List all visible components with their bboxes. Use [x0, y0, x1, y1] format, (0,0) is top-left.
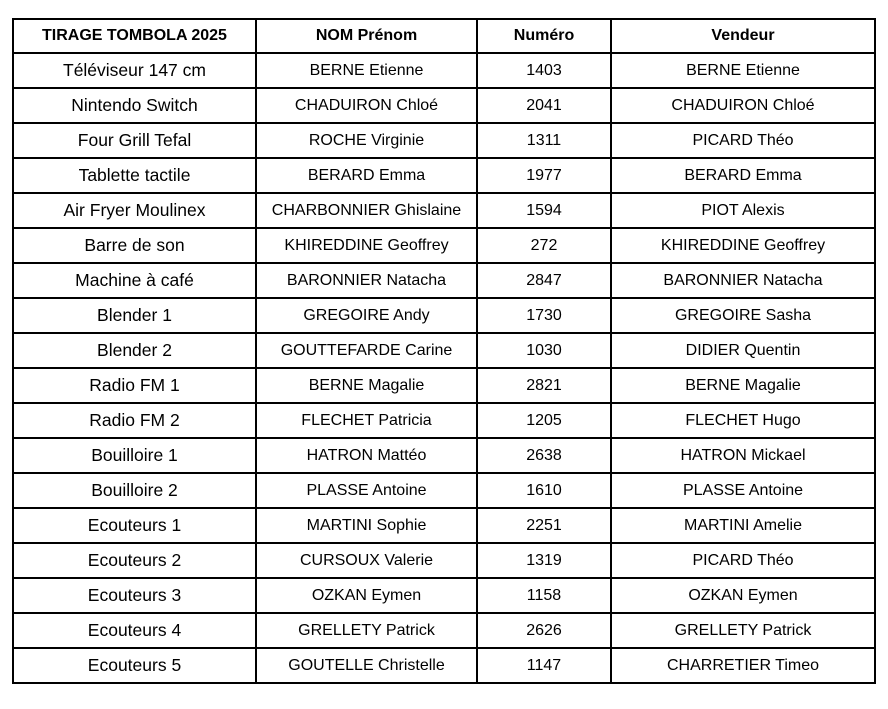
prize-cell: Téléviseur 147 cm: [13, 53, 256, 88]
ticket-number-cell: 1030: [477, 333, 611, 368]
table-row: [13, 438, 875, 473]
ticket-number-cell: 1158: [477, 578, 611, 613]
ticket-number-cell: 2041: [477, 88, 611, 123]
prize-cell: Ecouteurs 1: [13, 508, 256, 543]
seller-cell: MARTINI Amelie: [611, 508, 875, 543]
ticket-number-cell: 1319: [477, 543, 611, 578]
seller-cell: BERNE Magalie: [611, 368, 875, 403]
table-row: [13, 473, 875, 508]
seller-cell: HATRON Mickael: [611, 438, 875, 473]
table-row: [13, 298, 875, 333]
ticket-number-cell: 2847: [477, 263, 611, 298]
table-row: [13, 508, 875, 543]
winner-name-cell: FLECHET Patricia: [256, 403, 477, 438]
prize-cell: Ecouteurs 4: [13, 613, 256, 648]
seller-cell: GREGOIRE Sasha: [611, 298, 875, 333]
prize-cell: Ecouteurs 5: [13, 648, 256, 683]
winner-name-cell: ROCHE Virginie: [256, 123, 477, 158]
table-row: [13, 123, 875, 158]
ticket-number-cell: 1977: [477, 158, 611, 193]
winner-name-cell: BERARD Emma: [256, 158, 477, 193]
winner-name-cell: KHIREDDINE Geoffrey: [256, 228, 477, 263]
seller-cell: OZKAN Eymen: [611, 578, 875, 613]
header-winner-name: NOM Prénom: [256, 19, 477, 53]
table-row: [13, 368, 875, 403]
table-row: [13, 53, 875, 88]
seller-cell: DIDIER Quentin: [611, 333, 875, 368]
seller-cell: CHADUIRON Chloé: [611, 88, 875, 123]
ticket-number-cell: 1205: [477, 403, 611, 438]
prize-cell: Nintendo Switch: [13, 88, 256, 123]
prize-cell: Four Grill Tefal: [13, 123, 256, 158]
winner-name-cell: PLASSE Antoine: [256, 473, 477, 508]
winner-name-cell: CHARBONNIER Ghislaine: [256, 193, 477, 228]
table-row: [13, 158, 875, 193]
winner-name-cell: CURSOUX Valerie: [256, 543, 477, 578]
ticket-number-cell: 1730: [477, 298, 611, 333]
seller-cell: GRELLETY Patrick: [611, 613, 875, 648]
seller-cell: KHIREDDINE Geoffrey: [611, 228, 875, 263]
winner-name-cell: MARTINI Sophie: [256, 508, 477, 543]
seller-cell: BERNE Etienne: [611, 53, 875, 88]
winner-name-cell: GRELLETY Patrick: [256, 613, 477, 648]
ticket-number-cell: 1311: [477, 123, 611, 158]
seller-cell: PICARD Théo: [611, 543, 875, 578]
winner-name-cell: BARONNIER Natacha: [256, 263, 477, 298]
seller-cell: PICARD Théo: [611, 123, 875, 158]
prize-cell: Bouilloire 2: [13, 473, 256, 508]
prize-cell: Tablette tactile: [13, 158, 256, 193]
header-row: [13, 19, 875, 53]
prize-cell: Radio FM 2: [13, 403, 256, 438]
table-row: [13, 543, 875, 578]
prize-cell: Barre de son: [13, 228, 256, 263]
table-row: [13, 263, 875, 298]
header-seller: Vendeur: [611, 19, 875, 53]
table-row: [13, 88, 875, 123]
prize-cell: Blender 1: [13, 298, 256, 333]
seller-cell: BERARD Emma: [611, 158, 875, 193]
winner-name-cell: BERNE Magalie: [256, 368, 477, 403]
ticket-number-cell: 1403: [477, 53, 611, 88]
prize-cell: Machine à café: [13, 263, 256, 298]
header-ticket-number: Numéro: [477, 19, 611, 53]
winner-name-cell: CHADUIRON Chloé: [256, 88, 477, 123]
table-row: [13, 403, 875, 438]
header-prize: TIRAGE TOMBOLA 2025: [13, 19, 256, 53]
table-row: [13, 578, 875, 613]
seller-cell: PIOT Alexis: [611, 193, 875, 228]
ticket-number-cell: 2638: [477, 438, 611, 473]
prize-cell: Radio FM 1: [13, 368, 256, 403]
table-row: [13, 613, 875, 648]
ticket-number-cell: 272: [477, 228, 611, 263]
table-row: [13, 228, 875, 263]
winner-name-cell: HATRON Mattéo: [256, 438, 477, 473]
prize-cell: Ecouteurs 2: [13, 543, 256, 578]
ticket-number-cell: 1594: [477, 193, 611, 228]
winner-name-cell: GOUTELLE Christelle: [256, 648, 477, 683]
seller-cell: CHARRETIER Timeo: [611, 648, 875, 683]
table-row: [13, 648, 875, 683]
table-row: [13, 193, 875, 228]
seller-cell: FLECHET Hugo: [611, 403, 875, 438]
raffle-results-table: [12, 18, 876, 684]
table-row: [13, 333, 875, 368]
winner-name-cell: OZKAN Eymen: [256, 578, 477, 613]
prize-cell: Ecouteurs 3: [13, 578, 256, 613]
prize-cell: Air Fryer Moulinex: [13, 193, 256, 228]
prize-cell: Bouilloire 1: [13, 438, 256, 473]
winner-name-cell: GOUTTEFARDE Carine: [256, 333, 477, 368]
ticket-number-cell: 1147: [477, 648, 611, 683]
winner-name-cell: GREGOIRE Andy: [256, 298, 477, 333]
ticket-number-cell: 1610: [477, 473, 611, 508]
seller-cell: PLASSE Antoine: [611, 473, 875, 508]
ticket-number-cell: 2821: [477, 368, 611, 403]
ticket-number-cell: 2251: [477, 508, 611, 543]
ticket-number-cell: 2626: [477, 613, 611, 648]
winner-name-cell: BERNE Etienne: [256, 53, 477, 88]
seller-cell: BARONNIER Natacha: [611, 263, 875, 298]
table-body: [13, 53, 875, 683]
prize-cell: Blender 2: [13, 333, 256, 368]
